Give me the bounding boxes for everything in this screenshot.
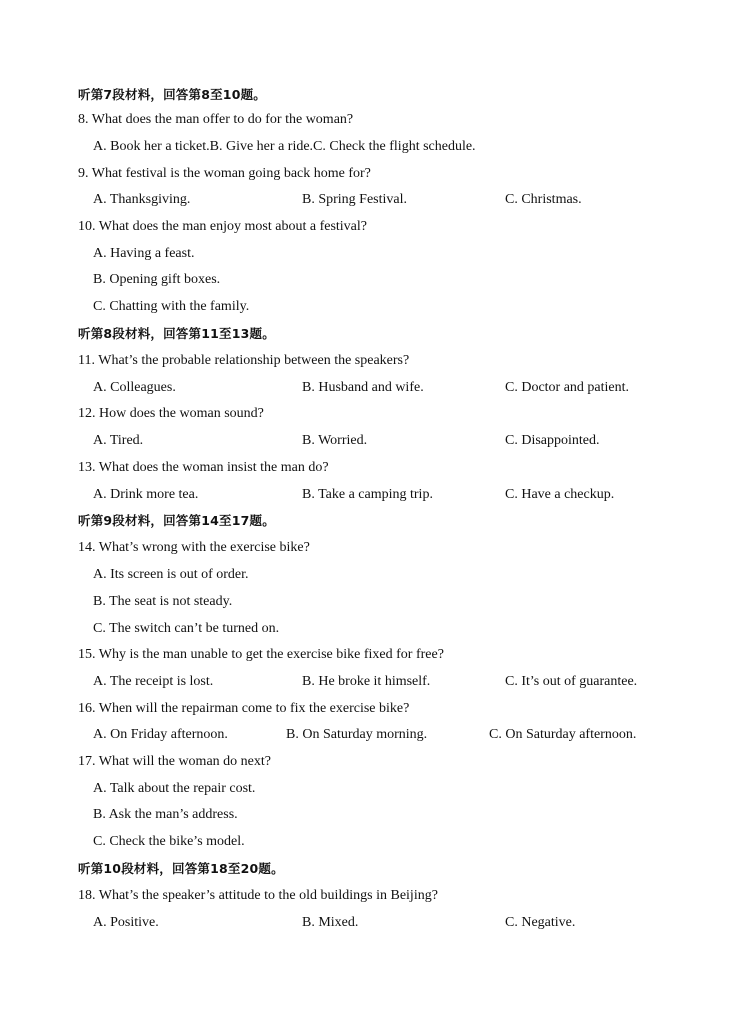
question-12: 12. How does the woman sound? (78, 406, 264, 421)
option-13c: C. Have a checkup. (505, 487, 615, 502)
question-16: 16. When will the repairman come to fix the exercise bike? (78, 701, 410, 716)
section-heading: 听第8段材料，回答第11至13题。 (78, 326, 275, 341)
question-17: 17. What will the woman do next? (78, 754, 271, 769)
option-12c: C. Disappointed. (505, 433, 600, 448)
option-17c: C. Check the bike’s model. (93, 834, 245, 849)
option-17b: B. Ask the man’s address. (93, 807, 238, 822)
option-17a: A. Talk about the repair cost. (93, 781, 256, 796)
option-18b: B. Mixed. (302, 915, 359, 930)
option-15c: C. It’s out of guarantee. (505, 674, 638, 689)
option-16b: B. On Saturday morning. (286, 727, 428, 742)
option-15b: B. He broke it himself. (302, 674, 431, 689)
question-14: 14. What’s wrong with the exercise bike? (78, 540, 310, 555)
question-18: 18. What’s the speaker’s attitude to the old buildings in Beijing? (78, 888, 438, 903)
option-10b: B. Opening gift boxes. (93, 272, 221, 287)
section-heading: 听第10段材料，回答第18至20题。 (78, 861, 284, 876)
option-11b: B. Husband and wife. (302, 380, 424, 395)
option-10c: C. Chatting with the family. (93, 299, 250, 314)
option-16a: A. On Friday afternoon. (93, 727, 228, 742)
question-10: 10. What does the man enjoy most about a festival? (78, 219, 368, 234)
option-14c: C. The switch can’t be turned on. (93, 621, 280, 636)
option-14a: A. Its screen is out of order. (93, 567, 249, 582)
option-13b: B. Take a camping trip. (302, 487, 433, 502)
question-9: 9. What festival is the woman going back home for? (78, 166, 371, 181)
option-9a: A. Thanksgiving. (93, 192, 191, 207)
question-15: 15. Why is the man unable to get the exercise bike fixed for free? (78, 647, 444, 662)
option-14b: B. The seat is not steady. (93, 594, 233, 609)
option-16c: C. On Saturday afternoon. (489, 727, 637, 742)
option-12b: B. Worried. (302, 433, 368, 448)
option-9c: C. Christmas. (505, 192, 582, 207)
question-13: 13. What does the woman insist the man do? (78, 460, 329, 475)
option-11c: C. Doctor and patient. (505, 380, 630, 395)
option-13a: A. Drink more tea. (93, 487, 199, 502)
question-11: 11. What’s the probable relationship between the speakers? (78, 353, 410, 368)
option-18c: C. Negative. (505, 915, 576, 930)
option-18a: A. Positive. (93, 915, 159, 930)
option-11a: A. Colleagues. (93, 380, 176, 395)
option-15a: A. The receipt is lost. (93, 674, 214, 689)
section-heading: 听第9段材料，回答第14至17题。 (78, 513, 275, 528)
question-8: 8. What does the man offer to do for the woman? (78, 112, 354, 127)
question-8-options: A. Book her a ticket.B. Give her a ride.C. Check the flight schedule. (93, 139, 476, 154)
option-9b: B. Spring Festival. (302, 192, 408, 207)
section-heading: 听第7段材料，回答第8至10题。 (78, 87, 266, 102)
option-10a: A. Having a feast. (93, 246, 195, 261)
option-12a: A. Tired. (93, 433, 144, 448)
